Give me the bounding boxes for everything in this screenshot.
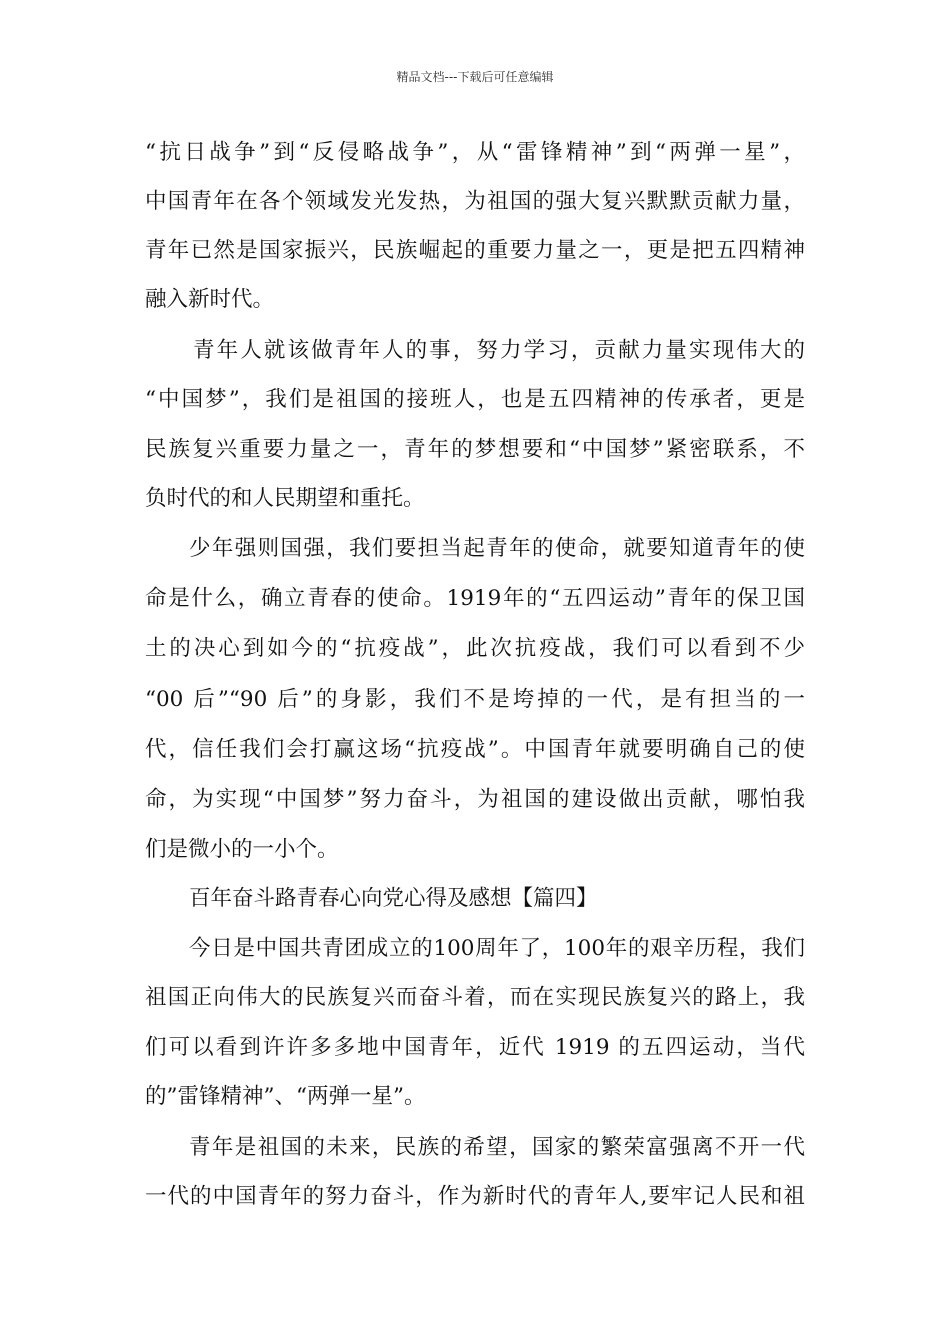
page-header: 精品文档---下载后可任意编辑 [396,70,554,84]
text-line: 们可以看到许许多多地中国青年，近代 1919 的五四运动，当代 [145,1035,805,1060]
text-line: 的”雷锋精神”、“两弹一星”。 [145,1084,426,1109]
text-line: 代，信任我们会打赢这场“抗疫战”。中国青年就要明确自己的使 [145,737,805,762]
text-line: 负时代的和人民期望和重托。 [145,486,425,511]
text-line: 青年已然是国家振兴，民族崛起的重要力量之一，更是把五四精神 [145,238,805,263]
text-line: 命，为实现“中国梦”努力奋斗，为祖国的建设做出贡献，哪怕我 [145,787,805,812]
text-line: “抗日战争”到“反侵略战争”，从“雷锋精神”到“两弹一星”， [145,140,805,165]
text-line: 今日是中国共青团成立的100周年了，100年的艰辛历程，我们 [189,936,805,961]
text-line: 一代的中国青年的努力奋斗，作为新时代的青年人,要牢记人民和祖 [145,1184,805,1209]
text-line: 命是什么，确立青春的使命。1919年的“五四运动”青年的保卫国 [145,586,805,611]
text-line: 民族复兴重要力量之一，青年的梦想要和“中国梦”紧密联系，不 [145,437,805,462]
text-line: 们是微小的一小个。 [145,837,339,862]
text-line: 祖国正向伟大的民族复兴而奋斗着，而在实现民族复兴的路上，我 [145,985,805,1010]
text-line: 青年是祖国的未来，民族的希望，国家的繁荣富强离不开一代 [189,1135,805,1160]
text-line: “00 后”“90 后”的身影，我们不是垮掉的一代，是有担当的一 [145,687,805,712]
text-line: “中国梦”，我们是祖国的接班人，也是五四精神的传承者，更是 [145,387,805,412]
text-line: 青年人就该做青年人的事，努力学习，贡献力量实现伟大的 [193,338,805,363]
text-line: 少年强则国强，我们要担当起青年的使命，就要知道青年的使 [189,536,805,561]
section-heading: 百年奋斗路青春心向党心得及感想【篇四】 [189,886,598,911]
text-line: 融入新时代。 [145,287,275,312]
text-line: 土的决心到如今的“抗疫战”，此次抗疫战，我们可以看到不少 [145,636,805,661]
text-line: 中国青年在各个领域发光发热，为祖国的强大复兴默默贡献力量， [145,189,805,214]
